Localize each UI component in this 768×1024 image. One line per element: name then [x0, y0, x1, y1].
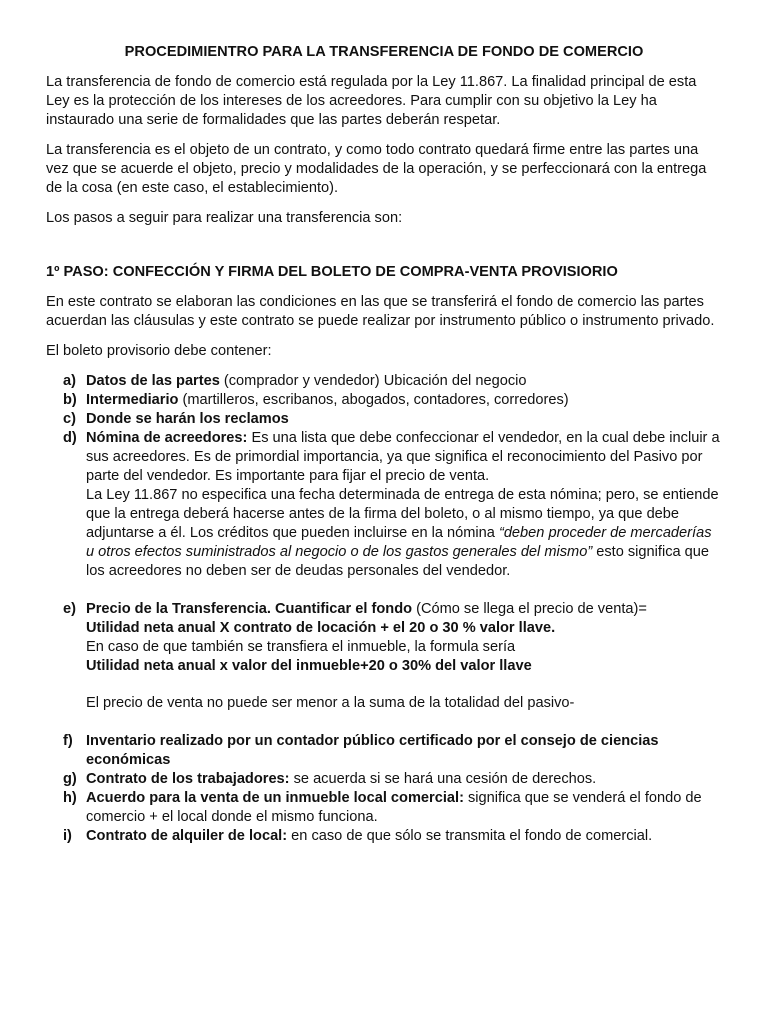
item-quote: “deben proceder de mercaderías u otros efectos suministrados al negocio o de los gastos generales del mismo” [86, 525, 712, 560]
item-text: (Cómo se llega el precio de venta)= [412, 601, 647, 617]
item-text-2: La Ley 11.867 no especifica una fecha determinada de entrega de esta nómina; pero, se entiende que la entrega deberá hacerse antes de la firma del boleto, o al mismo tiempo, ya que debe adjuntarse a él. Los créditos que pueden incluirse en la nómina [86, 487, 719, 541]
item-text: en caso de que sólo se transmita el fondo de comercial. [287, 828, 653, 844]
intro-paragraph-1: La transferencia de fondo de comercio está regulada por la Ley 11.867. La finalidad principal de esta Ley es la protección de los intereses de los acreedores. Para cumplir con su objetivo la Ley ha instaurado una serie de formalidades que las partes deberán respetar. [46, 74, 697, 128]
item-text-2: En caso de que también se transfiera el inmueble, la formula sería [86, 639, 516, 655]
item-bold-label: Inventario realizado por un contador público certificado por el consejo de ciencias económicas [86, 733, 659, 768]
requirements-list [46, 372, 722, 846]
list-item-d [46, 429, 722, 581]
item-letter: f) [63, 733, 73, 749]
list-spacer [46, 581, 722, 600]
section-heading: 1º PASO: CONFECCIÓN Y FIRMA DEL BOLETO DE COMPRA-VENTA PROVISIORIO [46, 264, 618, 280]
item-bold-label: Acuerdo para la venta de un inmueble local comercial: [86, 790, 464, 806]
item-letter: d) [63, 430, 77, 446]
formula-1: Utilidad neta anual X contrato de locación + el 20 o 30 % valor llave. [86, 620, 556, 636]
item-letter: g) [63, 771, 77, 787]
item-text: (martilleros, escribanos, abogados, contadores, corredores) [178, 392, 569, 408]
item-text-3: El precio de venta no puede ser menor a la suma de la totalidad del pasivo- [86, 695, 575, 711]
item-spacer [86, 676, 722, 694]
list-item-c [46, 410, 722, 429]
list-intro: El boleto provisorio debe contener: [46, 343, 272, 359]
item-bold-label: Precio de la Transferencia. Cuantificar el fondo [86, 601, 413, 617]
list-item-a [46, 372, 722, 391]
intro-paragraph-3: Los pasos a seguir para realizar una transferencia son: [46, 210, 403, 226]
item-continuation [86, 486, 722, 581]
item-bold-label: Donde se harán los reclamos [86, 411, 289, 427]
item-bold-label: Contrato de alquiler de local: [86, 828, 288, 844]
list-item-g [46, 770, 722, 789]
section-paragraph: En este contrato se elaboran las condiciones en las que se transferirá el fondo de comercio las partes acuerdan las cláusulas y este contrato se puede realizar por instrumento público o instrumento privado. [46, 294, 715, 329]
item-text: significa que se venderá el fondo de comercio + el local donde el mismo funciona. [86, 790, 702, 825]
intro-paragraph-2: La transferencia es el objeto de un contrato, y como todo contrato quedará firme entre las partes una vez que se acuerde el objeto, precio y modalidades de la operación, y se perfeccionará con la entrega de la cosa (en este caso, el establecimiento). [46, 142, 707, 196]
item-text: (comprador y vendedor) Ubicación del negocio [219, 373, 527, 389]
item-bold-label: Nómina de acreedores: [86, 430, 248, 446]
item-letter: h) [63, 790, 77, 806]
item-text: se acuerda si se hará una cesión de derechos. [289, 771, 597, 787]
item-letter: c) [63, 411, 76, 427]
list-spacer [46, 713, 722, 732]
formula-2: Utilidad neta anual x valor del inmueble+20 o 30% del valor llave [86, 658, 532, 674]
item-bold-label: Intermediario [86, 392, 179, 408]
list-item-f [46, 732, 722, 770]
list-item-e [46, 600, 722, 713]
item-letter: a) [63, 373, 76, 389]
item-text: Es una lista que debe confeccionar el vendedor, en la cual debe incluir a sus acreedores. Es de primordial importancia, ya que significa el reconocimiento del Pasivo por parte del vendedor. Es importante para fijar el precio de venta. [86, 430, 720, 484]
item-text-3: esto significa que los acreedores no deben ser de deudas personales del vendedor. [86, 544, 710, 579]
list-item-i [46, 827, 722, 846]
document-title: PROCEDIMIENTRO PARA LA TRANSFERENCIA DE FONDO DE COMERCIO [124, 44, 644, 60]
item-letter: e) [63, 601, 76, 617]
item-letter: b) [63, 392, 77, 408]
list-item-h [46, 789, 722, 827]
list-item-b [46, 391, 722, 410]
item-bold-label: Datos de las partes [86, 373, 220, 389]
item-bold-label: Contrato de los trabajadores: [86, 771, 290, 787]
item-letter: i) [63, 828, 72, 844]
